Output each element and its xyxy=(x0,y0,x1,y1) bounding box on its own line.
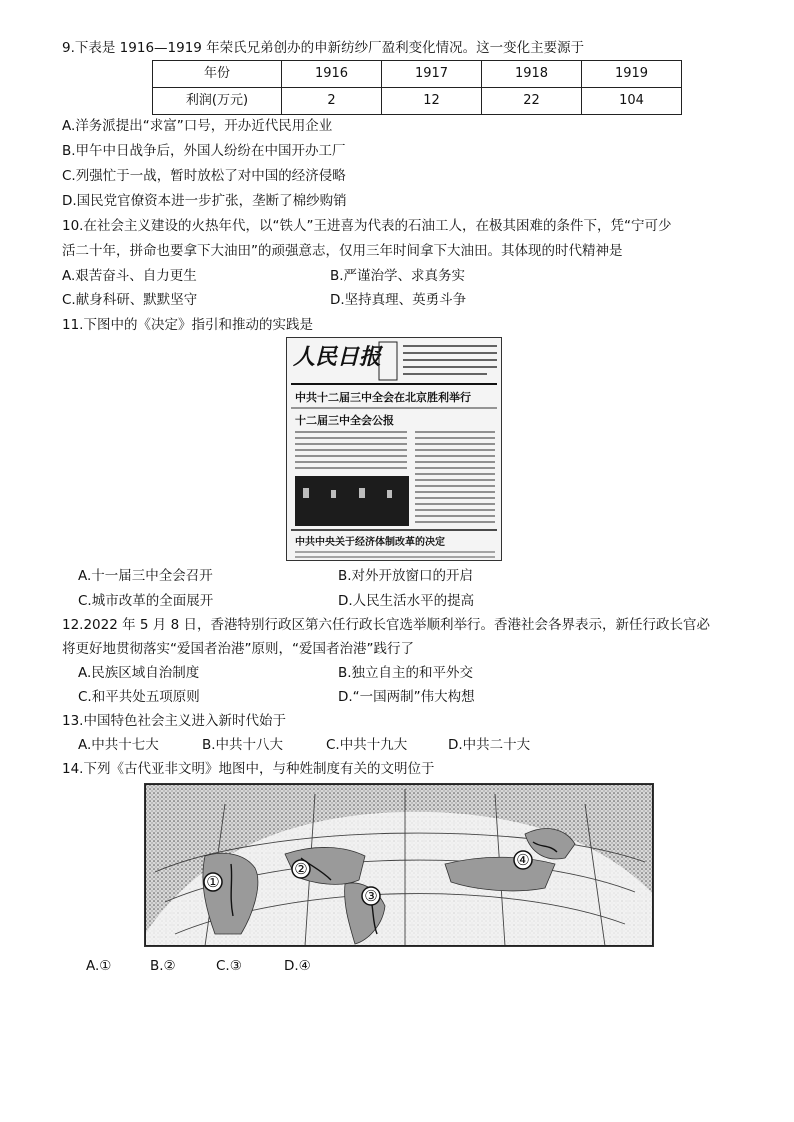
q9-stem: 9.下表是 1916—1919 年荣氏兄弟创办的申新纺纱厂盈利变化情况。这一变化主要源于 xyxy=(62,40,585,56)
q10-stem-line2: 活二十年，拼命也要拿下大油田”的顽强意志，仅用三年时间拿下大油田。其体现的时代精神是 xyxy=(62,243,623,259)
q11-option-b[interactable]: B.对外开放窗口的开启 xyxy=(338,568,474,584)
q12-option-a[interactable]: A.民族区域自治制度 xyxy=(78,665,200,681)
q12-option-c[interactable]: C.和平共处五项原则 xyxy=(78,689,200,705)
q11-stem: 11.下图中的《决定》指引和推动的实践是 xyxy=(62,317,313,333)
q9-option-b[interactable]: B.甲午中日战争后，外国人纷纷在中国开办工厂 xyxy=(62,143,346,159)
table-cell: 1917 xyxy=(382,61,482,88)
q9-profit-table xyxy=(152,60,682,115)
q11-option-d[interactable]: D.人民生活水平的提高 xyxy=(338,593,475,609)
map-illustration xyxy=(145,784,653,946)
map-marker-1: ① xyxy=(206,873,220,891)
q11-option-c[interactable]: C.城市改革的全面展开 xyxy=(78,593,214,609)
table-cell: 1918 xyxy=(482,61,582,88)
q10-stem-line1: 10.在社会主义建设的火热年代，以“铁人”王进喜为代表的石油工人，在极其困难的条件下，凭“宁可少 xyxy=(62,218,672,234)
q13-option-c[interactable]: C.中共十九大 xyxy=(326,737,408,753)
table-cell: 22 xyxy=(482,88,582,115)
q14-option-d[interactable]: D.④ xyxy=(284,958,311,974)
map-marker-2: ② xyxy=(294,860,308,878)
newspaper-image xyxy=(286,337,502,561)
q12-option-d[interactable]: D.“一国两制”伟大构想 xyxy=(338,689,475,705)
table-cell: 104 xyxy=(582,88,682,115)
q10-option-b[interactable]: B.严谨治学、求真务实 xyxy=(330,268,466,284)
map-marker-3: ③ xyxy=(364,887,378,905)
q10-option-d[interactable]: D.坚持真理、英勇斗争 xyxy=(330,292,467,308)
q9-option-d[interactable]: D.国民党官僚资本进一步扩张，垄断了棉纱购销 xyxy=(62,193,347,209)
table-cell: 1916 xyxy=(282,61,382,88)
newspaper-bottom-headline: 中共中央关于经济体制改革的决定 xyxy=(295,537,445,548)
q14-stem: 14.下列《古代亚非文明》地图中，与种姓制度有关的文明位于 xyxy=(62,761,435,777)
table-header-cell: 年份 xyxy=(153,61,282,88)
q13-option-a[interactable]: A.中共十七大 xyxy=(78,737,159,753)
q13-stem: 13.中国特色社会主义进入新时代始于 xyxy=(62,713,286,729)
q14-option-c[interactable]: C.③ xyxy=(216,958,242,974)
q12-option-b[interactable]: B.独立自主的和平外交 xyxy=(338,665,474,681)
map-marker-4: ④ xyxy=(516,851,530,869)
q14-option-b[interactable]: B.② xyxy=(150,958,176,974)
q13-option-d[interactable]: D.中共二十大 xyxy=(448,737,531,753)
table-cell: 1919 xyxy=(582,61,682,88)
q11-option-a[interactable]: A.十一届三中全会召开 xyxy=(78,568,213,584)
table-row xyxy=(153,61,682,88)
q10-option-c[interactable]: C.献身科研、默默坚守 xyxy=(62,292,198,308)
newspaper-subhead: 十二届三中全会公报 xyxy=(295,414,394,427)
q12-stem-line2: 将更好地贯彻落实“爱国者治港”原则，“爱国者治港”践行了 xyxy=(62,641,414,657)
table-cell: 2 xyxy=(282,88,382,115)
table-header-cell: 利润(万元) xyxy=(153,88,282,115)
q12-stem-line1: 12.2022 年 5 月 8 日，香港特别行政区第六任行政长官选举顺利举行。香港社会各界表示，新任行政长官必 xyxy=(62,617,710,633)
ancient-civilizations-map xyxy=(144,783,654,947)
table-row xyxy=(153,88,682,115)
q9-option-c[interactable]: C.列强忙于一战，暂时放松了对中国的经济侵略 xyxy=(62,168,346,184)
newspaper-masthead: 人民日报 xyxy=(293,344,382,370)
newspaper-illustration xyxy=(287,338,501,560)
newspaper-headline: 中共十二届三中全会在北京胜利举行 xyxy=(295,391,471,404)
q14-option-a[interactable]: A.① xyxy=(86,958,112,974)
q13-option-b[interactable]: B.中共十八大 xyxy=(202,737,284,753)
table-cell: 12 xyxy=(382,88,482,115)
q9-option-a[interactable]: A.洋务派提出“求富”口号，开办近代民用企业 xyxy=(62,118,333,134)
q10-option-a[interactable]: A.艰苦奋斗、自力更生 xyxy=(62,268,197,284)
